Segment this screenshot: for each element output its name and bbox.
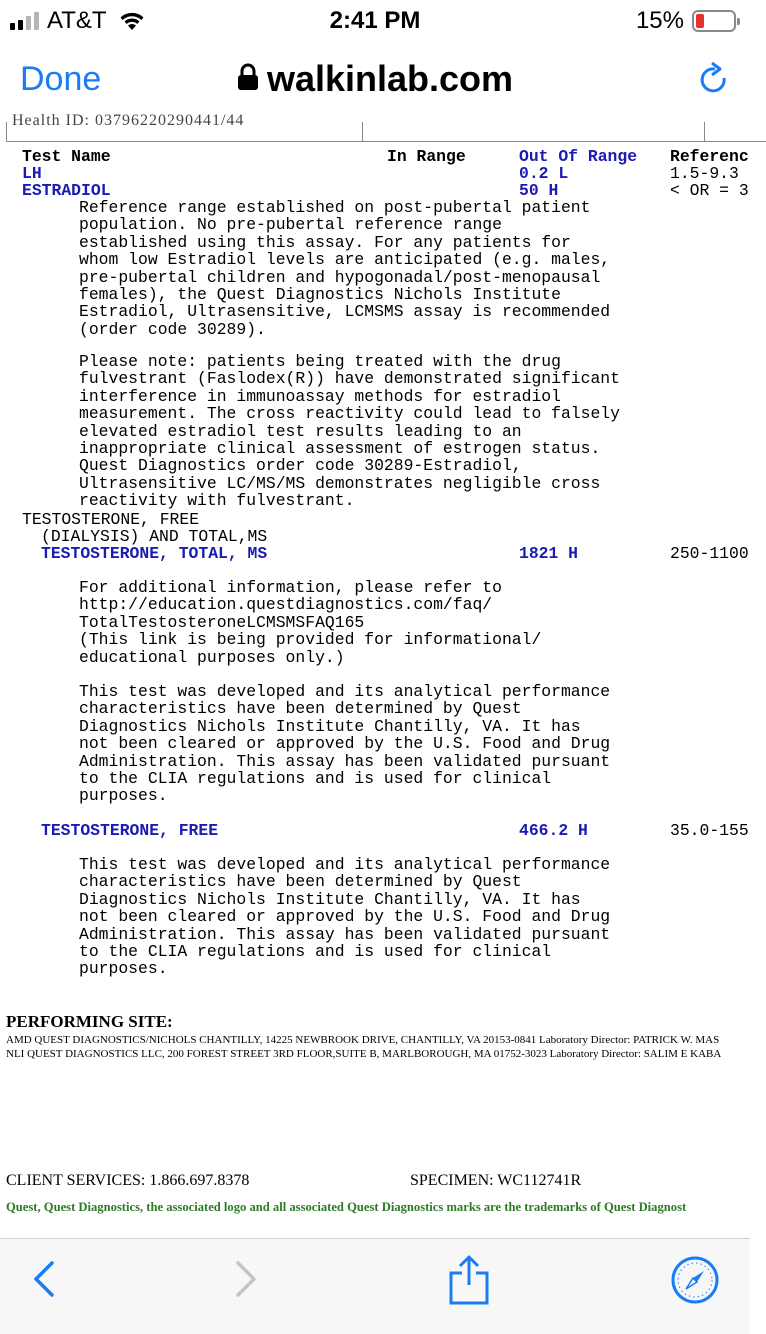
url-text: walkinlab.com	[266, 58, 514, 99]
performing-site-title: PERFORMING SITE:	[6, 1012, 173, 1031]
estradiol-note-2: Please note: patients being treated with the drug fulvestrant (Faslodex(R)) have demonstrated significant interference in immunoassay methods for estradiol measurement. The cross reactivity could lead to falsely elevated estradiol test results leading to an inappropriate clinical assessment of estrogen status. Quest Diagnostics order code 30289-Estradiol, Ultrasensitive LC/MS/MS demonstrates negligible cross reactivity with fulvestrant.	[79, 352, 620, 511]
estradiol-note-1: Reference range established on post-pubertal patient population. No pre-pubertal reference range established using this assay. For any patients for whom low Estradiol levels are anticipated (e.g. males, pre-pubertal children and hypogonadal/post-menopausal females), the Quest Diagnostics Nichols Institute Estradiol, Ultrasensitive, LCMSMS assay is recommended (order code 30289).	[79, 198, 611, 339]
reload-icon[interactable]	[698, 62, 730, 98]
estradiol-result: 50 H	[519, 181, 559, 200]
compass-icon[interactable]	[670, 1255, 720, 1305]
cut-header-text: Health ID: 03796220290441/44	[12, 112, 245, 129]
share-icon[interactable]	[448, 1255, 490, 1305]
browser-toolbar	[0, 1238, 750, 1334]
chevron-left-icon[interactable]	[28, 1259, 58, 1299]
testosterone-total-reference: 250-1100	[670, 544, 749, 563]
estradiol-test-name: ESTRADIOL	[22, 181, 111, 200]
testosterone-free-name: TESTOSTERONE, FREE	[41, 821, 219, 840]
carrier-label: AT&T	[47, 7, 107, 34]
browser-nav-bar	[0, 40, 750, 122]
lh-test-name: LH	[22, 164, 42, 183]
specimen-id: SPECIMEN: WC112741R	[410, 1172, 582, 1189]
lock-icon	[237, 63, 259, 91]
client-services: CLIENT SERVICES: 1.866.697.8378	[6, 1172, 250, 1189]
chevron-right-icon[interactable]	[232, 1259, 262, 1299]
battery-icon	[692, 10, 736, 32]
testosterone-total-result: 1821 H	[519, 544, 579, 563]
battery-percent: 15%	[635, 7, 684, 34]
performing-site-line-nli: NLI QUEST DIAGNOSTICS LLC, 200 FOREST STREET 3RD FLOOR,SUITE B, MARLBOROUGH, MA 01752-3023 Laboratory Director: SALIM E KABA	[6, 1048, 722, 1060]
testosterone-free-note: This test was developed and its analytical performance characteristics have been determined by Quest Diagnostics Nichols Institute Chantilly, VA. It has not been cleared or approved by the U.S. Food and Drug Administration. This assay has been validated pursuant to the CLIA regulations and is used for clinical purposes.	[79, 855, 611, 979]
clock: 2:41 PM	[329, 7, 421, 34]
testosterone-total-name: TESTOSTERONE, TOTAL, MS	[41, 544, 268, 563]
done-button[interactable]: Done	[20, 60, 102, 98]
status-bar	[0, 0, 750, 40]
lh-reference: 1.5-9.3	[670, 164, 739, 183]
trademark-notice: Quest, Quest Diagnostics, the associated logo and all associated Quest Diagnostics marks are the trademarks of Quest Diagnost	[6, 1200, 687, 1214]
url-bar[interactable]	[0, 58, 750, 100]
col-out-of-range: Out Of Range	[519, 147, 638, 166]
testosterone-free-reference: 35.0-155	[670, 821, 749, 840]
testosterone-total-note-1: For additional information, please refer to http://education.questdiagnostics.com/faq/ TotalTestosteroneLCMSMSFAQ165 (This link is being provided for informational/ educational purposes only.)	[79, 578, 542, 667]
lh-result: 0.2 L	[519, 164, 569, 183]
testosterone-group-title: TESTOSTERONE, FREE	[22, 510, 200, 529]
col-in-range: In Range	[387, 147, 466, 166]
col-test-name: Test Name	[22, 147, 111, 166]
testosterone-free-result: 466.2 H	[519, 821, 588, 840]
battery-group	[636, 7, 736, 35]
lab-report-document[interactable]	[0, 112, 750, 1238]
performing-site-line-amd: AMD QUEST DIAGNOSTICS/NICHOLS CHANTILLY, 14225 NEWBROOK DRIVE, CHANTILLY, VA 20153-0841 Laboratory Director: PATRICK W. MAS	[6, 1034, 720, 1046]
report-table-top	[0, 112, 750, 144]
testosterone-total-note-2: This test was developed and its analytical performance characteristics have been determined by Quest Diagnostics Nichols Institute Chantilly, VA. It has not been cleared or approved by the U.S. Food and Drug Administration. This assay has been validated pursuant to the CLIA regulations and is used for clinical purposes.	[79, 682, 611, 806]
col-reference: Referenc	[670, 147, 749, 166]
testosterone-group-subtitle: (DIALYSIS) AND TOTAL,MS	[41, 527, 268, 546]
estradiol-reference: < OR = 3	[670, 181, 749, 200]
